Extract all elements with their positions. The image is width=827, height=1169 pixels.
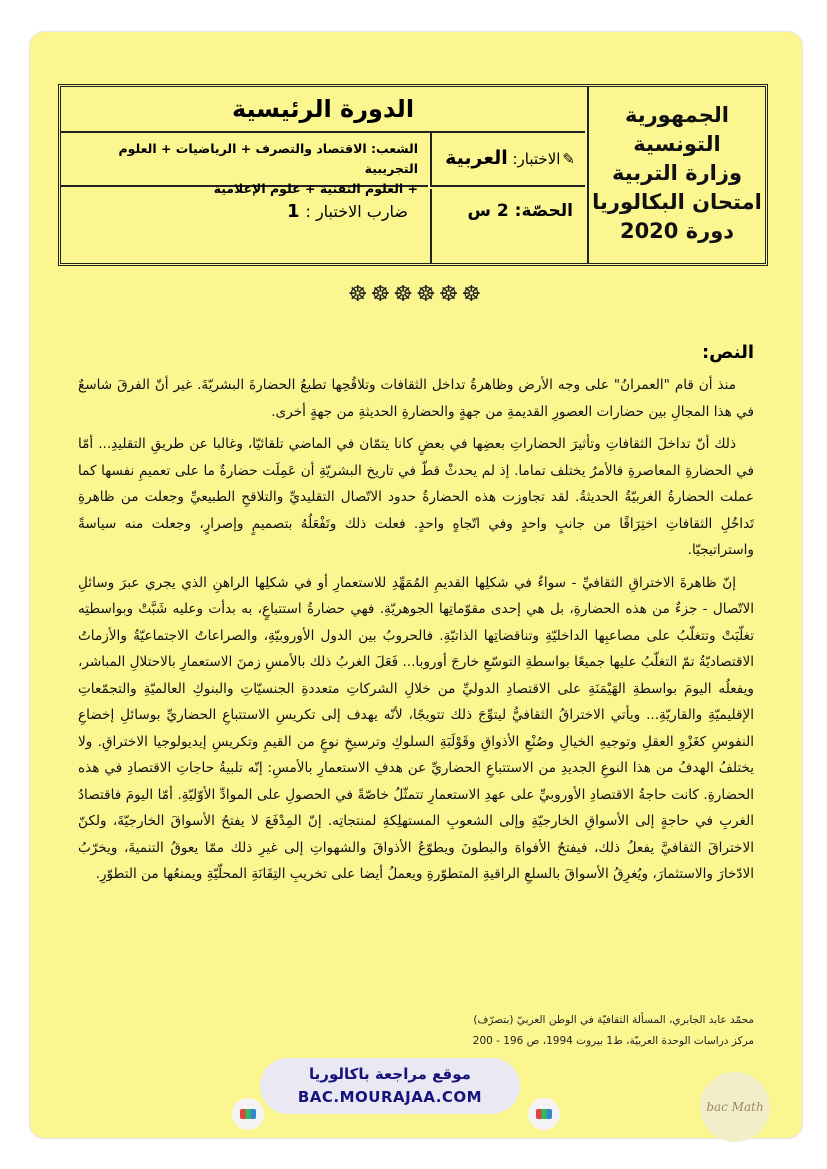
text-title: النص: [701,342,754,363]
subject-cell [430,133,585,187]
session-type: الدورة الرئيسية [61,87,585,133]
exam-page [30,32,802,1138]
watermark-url: BAC.MOURAJAA.COM [297,1088,483,1106]
bac-math-badge: bac Math [700,1072,770,1142]
watermark-arabic: موقع مراجعة باكالوريا [309,1065,471,1083]
paragraph: ذلك أنّ تداخلَ الثقافاتِ وتأثيرَ الحضاراتِ بعضِها في بعضٍ كانا يتمّان في الماضي تلقائيّا، وغالبا عن طريقِ التقليدِ... أمّا في الحضارةِ المعاصرةِ فالأمرُ يختلف تماما. إذ لم يحدثْ قطّ في تاريخ البشريّةِ أن عَمِلَت حضارةٌ ما على تعميمِ نفسها كما عملت الحضارةُ الغربيّةُ الحديثةُ. لقد تجاوزت هذه الحضارةُ حدود الاتّصال التقليديِّ والتلاقحِ الطبيعيِّ وجعلت من ظاهرةِ تَداخُلِ الثقافاتِ اختِرَاقًا من جانبٍ واحدٍ وفي اتّجاهٍ واحدٍ. فعلت ذلك وتَفْعَلُهُ بتصميمٍ وإصرارٍ، وجعلت منه سياسةً واستراتيجيّا. [78,436,754,558]
decorative-separator: ☸☸☸☸☸☸ [347,282,485,307]
pen-icon: ✎ [562,150,575,168]
exam-header [58,84,768,266]
subject-label: الاختبار: [512,150,561,168]
coefficient-cell [61,189,428,263]
site-watermark[interactable] [260,1058,520,1114]
header-institution [587,87,765,263]
duration-cell: الحصّة: 2 س [430,189,585,263]
coefficient-label: ضارب الاختبار : [305,202,408,221]
session-year: دورة 2020 [619,219,735,243]
country-name: الجمهورية التونسية [624,103,730,156]
streams-line-2: + العلوم التقنية + علوم الإعلامية [213,181,418,196]
passage [78,372,754,888]
source-citation [473,1010,754,1052]
streams-cell [61,133,428,196]
site-logo-icon [528,1098,560,1130]
header-details [61,87,585,263]
coefficient-value: 1 [286,201,300,222]
source-author: محمّد عابد الجابري، المسألة الثقافيّة في الوطن العربيّ (بتصرّف) [473,1014,754,1026]
paragraph: إنّ ظاهرةَ الاختراقِ الثقافيِّ - سواءٌ في شكلِها القديمِ المُمَهِّدِ للاستعمارِ أو في شكلِها الراهنِ الذي يجري عبرَ وسائلِ الاتّصال - جزءٌ من هذه الحضارةِ، بل هي إحدى مقوّماتِها الجوهريّةِ. فهي حضارةُ استتباعٍ، به بدأت وعليه شَبَّتْ وبواسطتِه تغلّبَتْ وتتغلّبُ على مصاعبِها الداخليّةِ وتناقضاتِها الذاتيّةِ. فالحروبُ بين الدول الأوروبيّةِ، والصراعاتُ الاجتماعيّةُ والأزماتُ الاقتصاديّةُ تمّ التغلّبُ عليها جميعًا بواسطةِ التوسّعِ خارجَ أوروبا... فَعَلَ الغربُ ذلك بالأمسِ زمنَ الاستعمارِ بالاحتلالِ المباشر، ويفعلُه اليومَ بواسطةِ الهَيْمَنَةِ على الاقتصادِ الدوليِّ من خلالِ الشركاتِ متعددةِ الجنسيّاتِ والبنوكِ العالميّةِ والتجمّعاتِ الإقليميّةِ والقاريّةِ... ويأتي الاختراقُ الثقافيُّ ليتوِّجَ ذلك تتويجًا، لأنّه يهدف إلى تكريسِ الاستتباعِ الحضاريِّ بوسائلِ إخضاعِ النفوسِ كغَزْوِ العقلِ وتوجيهِ الخيالِ وصُنْعِ الأذواقِ وقَوْلَبَةِ السلوكِ وترسيخِ نوعٍ من القيمِ وتكريسِ إيديولوجيا الاختراقِ. ولا يختلفُ الهدفُ من هذا النوعِ الجديدِ من الاستتباعِ الحضاريِّ عن هدفِ الاستعمارِ بالأمسِ: إنّه تلبيةُ حاجاتِ الاقتصادِ في هذه الحضارةِ. كانت حاجةُ الاقتصادِ الأوروبيِّ على عهدِ الاستعمارِ تتمثّلُ خاصّةً في الحصولِ على الموادِّ الأوّليّةِ. أمّا اليومَ فاقتصادُ الغربِ في حاجةٍ إلى الأسواقِ الخارجيّةِ وإلى الشعوبِ المستهلِكةِ لمنتجاتِه. إنّ المِدْفَعَ لا يفتحُ الأسواقَ الخارجيّةَ، ولكنّ الاختراقَ الثقافيَّ يفعلُ ذلك، فيفتحُ الأفواهَ والبطونَ ويطوّعُ الأذواقَ والشهواتِ إلى غيرِ ذلك ممّا يعوقُ التنميةَ، ويخرّبُ الادّخارَ والاستثمارَ، ويُغرِقُ الأسواقَ بالسلعِ الراقيةِ المتطوّرةِ ويعملُ أيضا على تخريبِ التِقَانَةِ المحلّيّةِ ويمنعُها من التطوّرِ. [78,574,754,882]
subject-name: العربية [445,147,508,169]
paragraph: منذ أن قام "العمرانُ" على وجه الأرض وظاهرةُ تداخل الثقافات وتلاقُحِها تطبعُ الحضارةَ البشريّةَ. غير أنّ الفرقَ شاسعٌ في هذا المجالِ بين حضارات العصورِ القديمةِ من جهةٍ والحضارةِ الحديثةِ من جهةٍ أخرى. [78,377,754,420]
exam-name: امتحان البكالوريا [592,190,762,214]
streams-line-1: الشعب: الاقتصاد والتصرف + الرياضيات + العلوم التجريبية [118,141,418,176]
ministry-name: وزارة التربية [611,161,743,185]
source-publisher: مركز دراسات الوحدة العربيّة، ط1 بيروت 1994، ص 196 - 200 [472,1035,754,1047]
